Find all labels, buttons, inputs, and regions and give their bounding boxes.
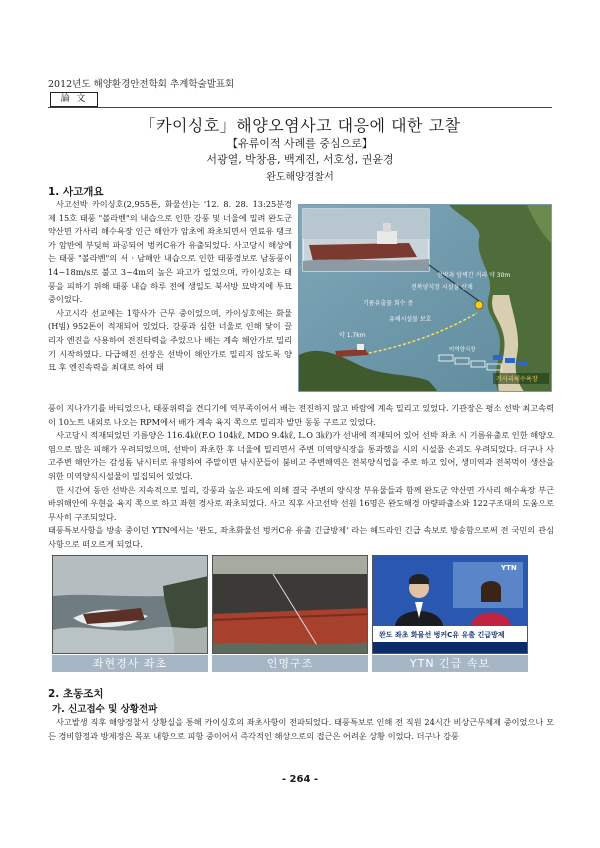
paper-subtitle: 【유류이적 사례를 중심으로】: [227, 137, 373, 150]
header-rule: [48, 107, 552, 108]
section-1-full-text: [48, 402, 554, 552]
paragraph: 사고시각 선교에는 1항사가 근무 중이었으며, 카이싱호에는 화물(H빔) 952톤이 적재되어 있었다. 강풍과 심한 너울로 인해 닻이 끌리자 엔진을 사용하여 전진타력을 주었으나 배는 계속 해안가로 밀리기 시작하였다. 다급해진 선장은 선박이 해안가로 밀리지 않도록 양묘 후 엔진속력을 최대로 하여 태: [48, 307, 292, 373]
map-label: 기름유출물 회수 중: [363, 300, 414, 307]
paragraph: 한 시간여 동안 선박은 지속적으로 밀리, 강풍과 높은 파도에 의해 결국 주변의 양식장 부유물들과 함께 완도군 약산면 가사리 해수욕장 부근 바위해안에 우현을 육지 쪽으로 하고 좌현 경사로 좌초되었다. 사고 직후 사고선박 선원 16명은 완도해경 마량파출소와 122구조대의 도움으로 무사히 구조되었다.: [48, 484, 554, 522]
photo-rescue: [212, 555, 368, 654]
author-list: 서광열, 박창용, 백계진, 서호성, 권윤경: [206, 153, 394, 166]
ytn-logo: YTN: [501, 564, 517, 572]
photo-caption-1: 좌현경사 좌초: [52, 655, 208, 672]
map-label-beach: 가사리해수욕장: [496, 376, 538, 383]
subsection-heading: 가. 신고접수 및 상황전파: [52, 704, 158, 715]
paragraph: 사고발생 직후 해양경찰서 상황실을 통해 카이싱호의 좌초사항이 전파되었다. 태풍특보로 인해 전 직원 24시간 비상근무체제 중이었으나 모든 경비함정과 방제정은 목포 내항으로 피항 중이어서 즉각적인 해상으로의 접근은 어려운 상황 이었다. 더구나 강풍: [48, 717, 554, 741]
map-label: 선박과 암벽간 거리 약 30m: [437, 272, 511, 279]
map-label: 유해시설물 보호: [389, 316, 432, 323]
paragraph: 사고당시 적재되었던 기름양은 116.4㎘(F.O 104㎘, MDO 9.4㎘, L.O 3㎘)가 선내에 적재되어 있어 선박 좌초 시 기름유출로 인한 해양오염으로 많은 피해가 우려되었으며, 선박이 좌초한 후 너울에 밀리면서 주변 미역양식장을 통과했을 시의 시설물 손괴도 우려되었다. 더구나 사고주변 해안가는 감성돔 낚시터로 유명하여 주말이면 낚시꾼들이 붐비고 주변해역은 전복양식업을 주로 하고 있어, 생미역과 전복먹이 생산을 위한 미역양식시설물이 밀집되어 있었다.: [48, 430, 554, 481]
ytn-ticker-text: 완도 좌초 화물선 벙커C유 유출 긴급방제: [379, 631, 505, 639]
article-type-tag: 論 文: [50, 92, 98, 107]
section-2-text: [48, 716, 554, 743]
map-label: 미역양식장: [449, 347, 476, 353]
paper-title: 「카이싱호」해양오염사고 대응에 대한 고찰: [139, 116, 461, 135]
section-1-column-text: [48, 198, 292, 375]
photo-ytn-broadcast: [372, 555, 528, 654]
paragraph: 태풍특보사항을 방송 중이던 YTN에서는 '완도, 좌초화물선 벙커C유 유출 긴급방제' 라는 헤드라인 긴급 속보로 방송함으로써 전 국민의 관심사항으로 떠오르게 되었다.: [48, 525, 554, 549]
accident-site-map-figure: [298, 204, 552, 392]
map-label: 전복양식장 시설물 산재: [411, 284, 473, 291]
photo-caption-3: YTN 긴급 속보: [372, 655, 528, 672]
section-heading-2: 2. 초동조치: [48, 688, 104, 700]
map-illustration: [299, 205, 552, 392]
photo-ship-aground: [52, 555, 208, 654]
section-heading-1: 1. 사고개요: [48, 186, 104, 198]
map-label: 약 1.7km: [339, 332, 366, 339]
paragraph: 풍이 지나가기를 바티었으나, 태풍위력을 견디기에 역부족이어서 배는 전진하지 않고 바람에 계속 밀리고 있었다. 기관장은 평소 선박 최고속력이 10노트 내외로 나오는 RPM에서 배가 계속 육지 쪽으로 밀리자 발만 동동 구르고 있었다.: [48, 403, 554, 427]
page-number: - 264 -: [281, 774, 319, 785]
photo-caption-2: 인명구조: [212, 655, 368, 672]
paragraph: 사고선박 카이싱호(2,955톤, 화물선)는 '12. 8. 28. 13:25분경 제 15호 태풍 "볼라벤"의 내습으로 인한 강풍 및 너울에 밀려 완도군 약산면 가사리 해수욕장 인근 해안가 암초에 좌초되면서 연료유 탱크가 암반에 부딪혀 파공되어 벙커C유가 유출되었다. 사고당시 해상에는 태풍 "볼라벤"의 서 · 남해안 내습으로 인한 태풍경보로 남동풍이 14~18m/s로 불고 3~4m의 높은 파고가 일었으며, 카이싱호는 태풍을 피하기 위해 태풍 내습 하루 전에 생일도 북서방 묘박지에 투묘 중이었다.: [48, 199, 292, 305]
affiliation: 완도해양경찰서: [266, 172, 334, 183]
running-header: 2012년도 해양환경안전학회 추계학술발표회: [48, 79, 235, 90]
